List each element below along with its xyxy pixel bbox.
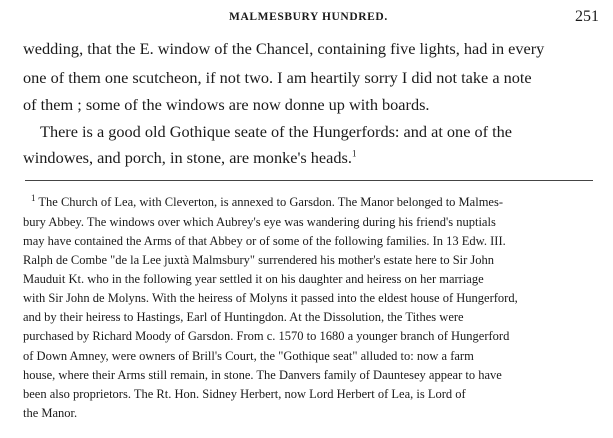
body-line: windowes, and porch, in stone, are monke's heads.$^1$ <box>23 148 357 167</box>
footnote-line: $^1$ The Church of Lea, with Cleverton, is annexed to Garsdon. The Manor belonged to Malmes- <box>31 192 503 209</box>
footnote-line: house, where their Arms still remain, in stone. The Danvers family of Dauntesey appear to have <box>23 368 502 382</box>
footnote-line: and by their heiress to Hastings, Earl of Huntingdon. At the Dissolution, the Tithes were <box>23 310 464 324</box>
body-line: There is a good old Gothique seate of the Hungerfords: and at one of the <box>40 122 513 141</box>
footnote-line: been also proprietors. The Rt. Hon. Sidney Herbert, now Lord Herbert of Lea, is Lord of <box>23 387 466 401</box>
footnote-line: bury Abbey. The windows over which Aubrey's eye was wandering during his friend's nuptials <box>23 215 496 229</box>
footnote-line: may have contained the Arms of that Abbey or of some of the following families. In 13 Edw. III. <box>23 234 506 248</box>
body-line: one of them one scutcheon, if not two. I am heartily sorry I did not take a note <box>23 68 532 87</box>
body-line: of them ; some of the windows are now donne up with boards. <box>23 95 430 114</box>
footnote-line: of Down Amney, were owners of Brill's Court, the "Gothique seat" alluded to: now a farm <box>23 349 474 363</box>
footnote-marker: 1 <box>31 192 36 203</box>
footnote-line: Mauduit Kt. who in the following year settled it on his daughter and heiress on her marriage <box>23 272 484 286</box>
footnote-reference: 1 <box>351 148 357 159</box>
footnote-line: the Manor. <box>23 406 78 420</box>
footnote-divider <box>25 180 593 181</box>
body-line: wedding, that the E. window of the Chancel, containing five lights, had in every <box>23 39 545 58</box>
footnote-line: with Sir John de Molyns. With the heiress of Molyns it passed into the eldest house of Hungerford, <box>23 291 518 305</box>
footnote-line: Ralph de Combe "de la Lee juxtà Malmsbury" surrendered his mother's estate here to Sir John <box>23 253 495 267</box>
footnote-line: purchased by Richard Moody of Garsdon. From c. 1570 to 1680 a younger branch of Hungerford <box>23 329 510 343</box>
running-head: MALMESBURY HUNDRED. <box>229 11 388 23</box>
page-number: 251 <box>575 8 599 25</box>
